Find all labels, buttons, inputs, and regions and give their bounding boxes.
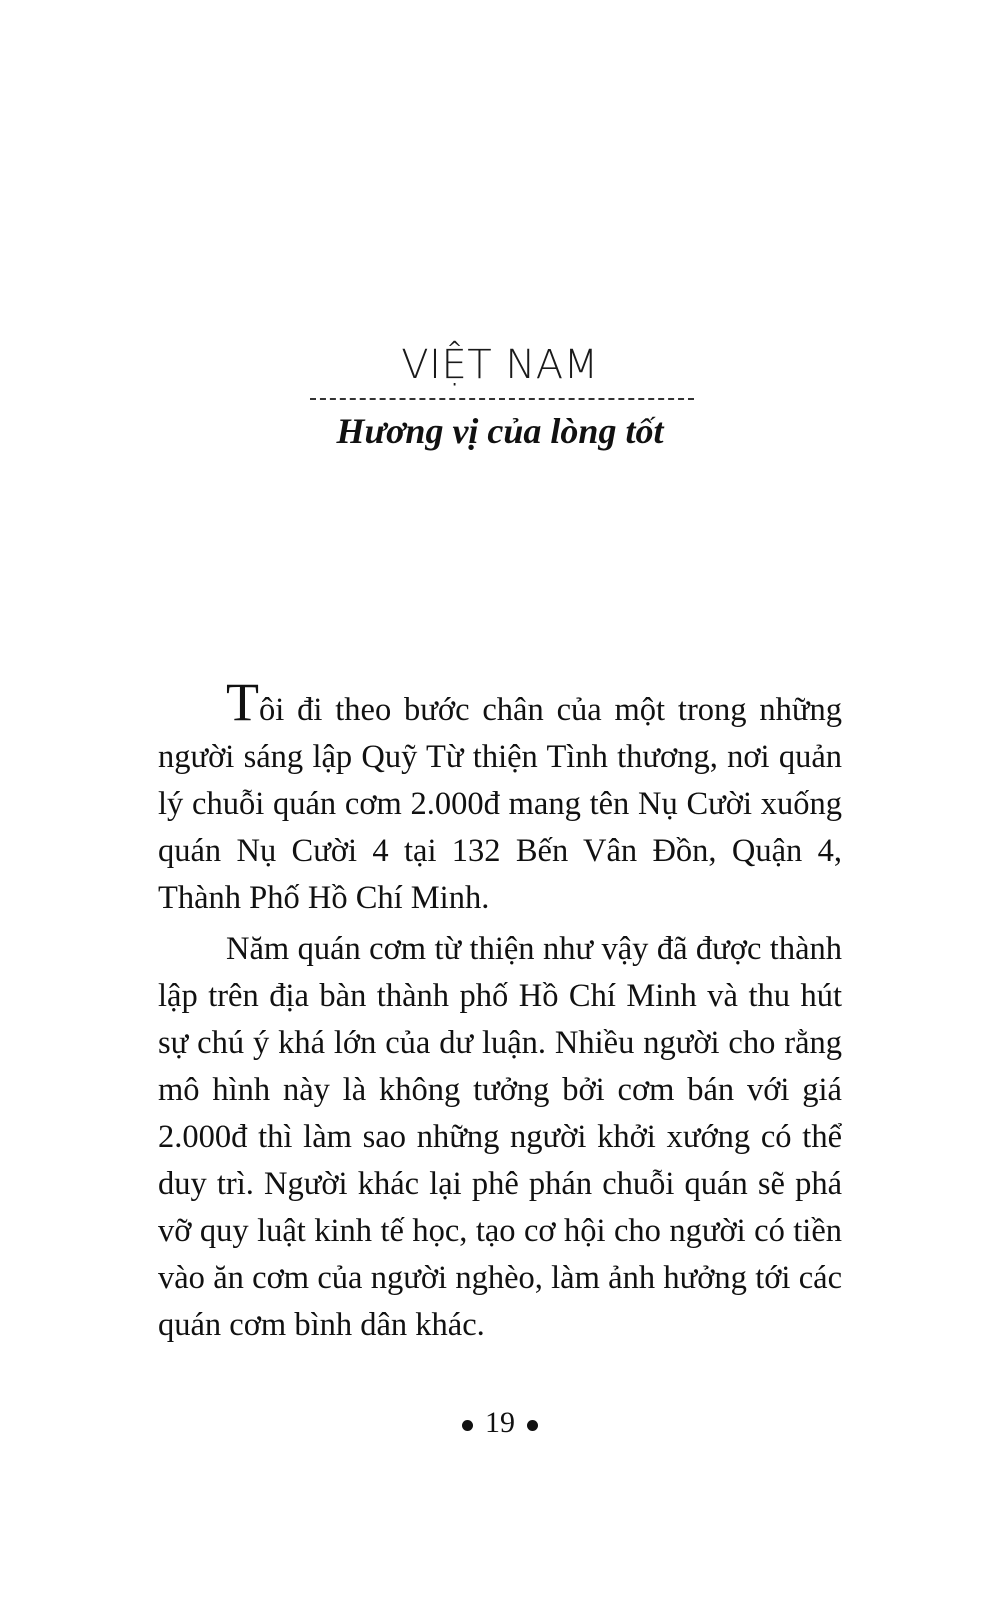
bullet-right-icon — [527, 1420, 538, 1431]
paragraph-1-text: ôi đi theo bước chân của một trong những người sáng lập Quỹ Từ thiện Tình thương, nơi quản lý chuỗi quán cơm 2.000đ mang tên Nụ Cười xuống quán Nụ Cười 4 tại 132 Bến Vân Đồn, Quận 4, Thành Phố Hồ Chí Minh. — [158, 692, 842, 916]
bullet-left-icon — [462, 1420, 473, 1431]
paragraph-1 — [158, 672, 842, 922]
title-divider — [310, 398, 694, 400]
chapter-title: VIỆT NAM — [401, 342, 599, 388]
paragraph-2: Năm quán cơm từ thiện như vậy đã được thành lập trên địa bàn thành phố Hồ Chí Minh và thu hút sự chú ý khá lớn của dư luận. Nhiều người cho rằng mô hình này là không tưởng bởi cơm bán với giá 2.000đ thì làm sao những người khởi xướng có thể duy trì. Người khác lại phê phán chuỗi quán sẽ phá vỡ quy luật kinh tế học, tạo cơ hội cho người có tiền vào ăn cơm của người nghèo, làm ảnh hưởng tới các quán cơm bình dân khác. — [158, 931, 842, 1343]
page-footer — [0, 1406, 1000, 1440]
chapter-subtitle: Hương vị của lòng tốt — [336, 411, 664, 451]
page-number: 19 — [485, 1406, 515, 1439]
body-text — [158, 672, 842, 1349]
drop-cap: T — [226, 672, 259, 732]
